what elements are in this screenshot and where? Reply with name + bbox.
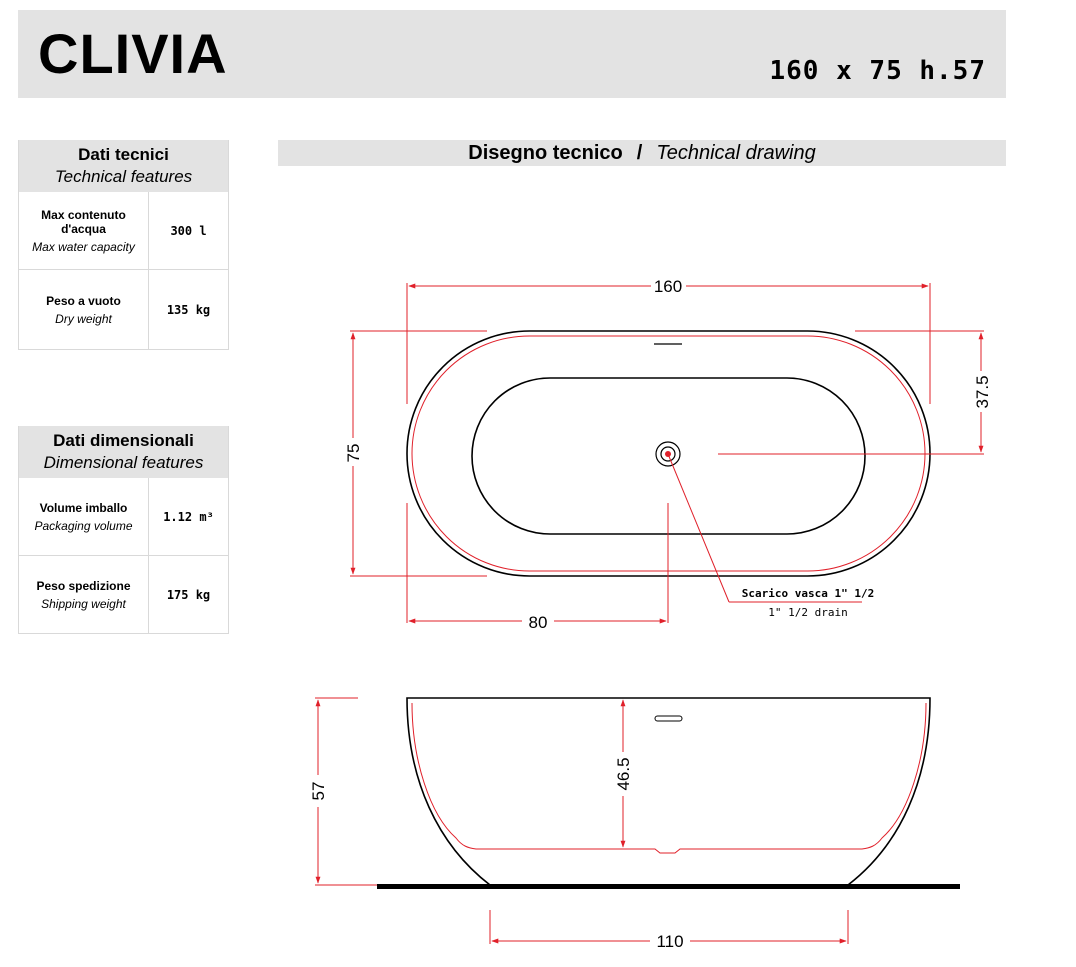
tub-inner-profile <box>412 703 926 853</box>
row-value: 1.12 m³ <box>163 509 214 524</box>
drawing-title-en: Technical drawing <box>656 142 816 164</box>
dim-height-label: 57 <box>309 781 328 801</box>
row-value: 300 l <box>170 223 207 238</box>
row-value: 135 kg <box>166 302 211 317</box>
dim-drain-offset-label: 80 <box>528 613 548 632</box>
dim-inner-depth-label: 46.5 <box>614 757 633 791</box>
dim-width-label: 75 <box>344 443 363 463</box>
label-it: Volume imballo <box>39 500 128 515</box>
label-it: Max contenuto d'acqua <box>41 207 126 236</box>
label-en: Shipping weight <box>41 596 126 611</box>
side-view-dimensions <box>315 698 848 944</box>
side-view <box>377 698 960 889</box>
table-title-it: Dati dimensionali <box>53 431 194 450</box>
table-title-en: Dimensional features <box>43 453 204 472</box>
label-it: Peso a vuoto <box>46 293 121 308</box>
table-title-en: Technical features <box>54 167 193 186</box>
dim-half-width-label: 37.5 <box>973 375 992 409</box>
overflow-side-icon <box>655 716 682 721</box>
product-name: CLIVIA <box>38 22 228 85</box>
label-it: Peso spedizione <box>36 578 131 593</box>
label-en: Dry weight <box>55 311 112 326</box>
drawing-title-it: Disegno tecnico <box>468 142 623 164</box>
drawing-title-separator: / <box>636 142 643 164</box>
dim-length-label: 160 <box>653 277 683 296</box>
label-en: Max water capacity <box>32 239 135 254</box>
drain-label-en: 1" 1/2 drain <box>768 606 848 619</box>
label-en: Packaging volume <box>34 518 133 533</box>
drain-leader-line <box>668 454 729 602</box>
dim-base-width-label: 110 <box>656 932 684 951</box>
row-value: 175 kg <box>166 587 211 602</box>
product-dimensions: 160 x 75 h.57 <box>769 56 986 86</box>
table-title-it: Dati tecnici <box>78 145 169 164</box>
drain-label-it: Scarico vasca 1" 1/2 <box>741 587 875 600</box>
tub-side-outline <box>407 698 930 885</box>
floor-line <box>377 884 960 889</box>
